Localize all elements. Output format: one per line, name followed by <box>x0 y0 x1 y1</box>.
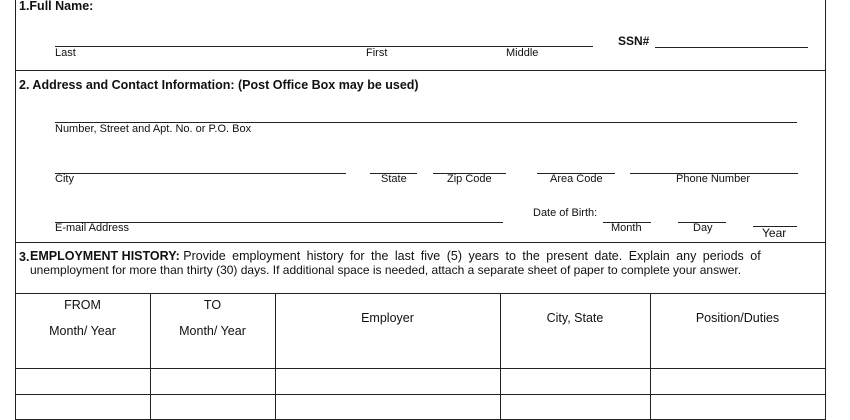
section3-text-line2: unemployment for more than thirty (30) days. If additional space is needed, attach a separate sheet of paper to complete your answer. <box>30 263 742 277</box>
area-code-field[interactable] <box>537 157 615 173</box>
section-divider-1 <box>15 70 825 71</box>
table-top-border <box>15 293 825 294</box>
dob-day-field[interactable] <box>678 208 726 222</box>
table-row-2-employer-cell[interactable] <box>276 395 500 419</box>
dob-day-label: Day <box>693 222 713 234</box>
table-row-2-city-state-cell[interactable] <box>501 395 650 419</box>
table-header-position: Position/Duties <box>695 311 780 325</box>
table-row-1-employer-cell[interactable] <box>276 369 500 394</box>
section3-text-line1: Provide employment history for the last five (5) years to the present date. Explain any periods of <box>183 249 761 263</box>
table-header-employer: Employer <box>361 311 414 325</box>
table-row-1-city-state-cell[interactable] <box>501 369 650 394</box>
table-header-city-state: City, State <box>546 311 604 325</box>
frame-left-border <box>15 0 16 420</box>
frame-right-border <box>825 0 826 420</box>
dob-month-label: Month <box>611 222 642 234</box>
zip-field[interactable] <box>433 157 506 173</box>
city-line <box>55 173 346 174</box>
table-header-from-sub: Month/ Year <box>49 324 116 338</box>
zip-label: Zip Code <box>447 173 492 185</box>
email-field[interactable] <box>55 206 503 222</box>
city-label: City <box>55 173 74 185</box>
table-row-1-from-cell[interactable] <box>16 369 150 394</box>
section1-title: 1.Full Name: <box>19 0 94 13</box>
email-label: E-mail Address <box>55 222 129 234</box>
table-row-1-position-cell[interactable] <box>651 369 825 394</box>
table-header-from: FROM <box>64 298 101 312</box>
section2-title: 2. Address and Contact Information: (Post Office Box may be used) <box>19 78 419 92</box>
last-name-label: Last <box>55 47 76 59</box>
table-row-2-to-cell[interactable] <box>151 395 275 419</box>
dob-year-field[interactable] <box>753 212 797 226</box>
state-label: State <box>381 173 407 185</box>
section-divider-2 <box>15 242 825 243</box>
area-code-label: Area Code <box>550 173 603 185</box>
dob-month-field[interactable] <box>603 208 651 222</box>
street-label: Number, Street and Apt. No. or P.O. Box <box>55 123 252 135</box>
phone-field[interactable] <box>630 157 798 173</box>
state-field[interactable] <box>370 157 417 173</box>
table-row-2-from-cell[interactable] <box>16 395 150 419</box>
ssn-line <box>655 47 808 48</box>
phone-label: Phone Number <box>676 173 750 185</box>
dob-year-label: Year <box>762 226 787 240</box>
middle-name-label: Middle <box>506 47 539 59</box>
table-header-to: TO <box>203 298 222 312</box>
table-header-to-sub: Month/ Year <box>179 324 246 338</box>
first-name-label: First <box>366 47 388 59</box>
ssn-label: SSN# <box>618 34 650 48</box>
table-row-2-position-cell[interactable] <box>651 395 825 419</box>
ssn-field[interactable] <box>655 30 808 46</box>
street-field[interactable] <box>55 106 797 122</box>
city-field[interactable] <box>55 157 346 173</box>
table-row-1-to-cell[interactable] <box>151 369 275 394</box>
full-name-field[interactable] <box>55 30 593 46</box>
dob-label: Date of Birth: <box>533 207 598 219</box>
section3-text <box>30 249 820 263</box>
section3-title: EMPLOYMENT HISTORY: <box>30 249 180 263</box>
section3-number: 3. <box>19 250 30 264</box>
